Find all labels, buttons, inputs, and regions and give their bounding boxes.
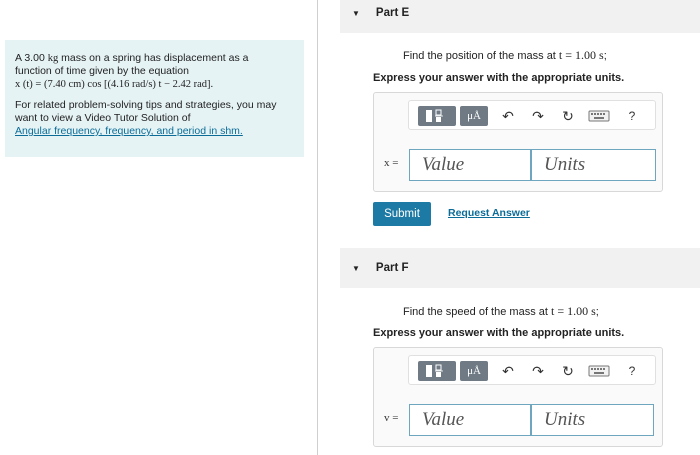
part-f-answer-box [373,347,663,447]
problem-text: A 3.00 [15,52,48,64]
reset-icon[interactable]: ↻ [562,362,574,379]
mass-unit: kg [47,53,59,64]
displacement-equation: x (t) = (7.40 cm) cos [(4.16 rad/s) t − 2.42 rad]. [15,79,214,90]
keyboard-icon[interactable] [585,361,613,381]
part-e-answer-box [373,92,663,192]
question-text: Find the speed of the mass at [403,306,551,318]
part-f-title: Part F [375,262,409,274]
submit-button[interactable]: Submit [373,202,431,226]
part-f-instruction: Express your answer with the appropriate units. [373,327,625,339]
part-f-header[interactable] [340,248,700,288]
part-e-header[interactable] [340,0,700,33]
collapse-triangle-icon[interactable]: ▼ [352,263,360,273]
part-f-toolbar [408,355,656,385]
position-variable-label: x = [384,157,399,169]
redo-icon[interactable]: ↷ [532,107,544,124]
panel-divider [317,0,318,455]
question-time: t = 1.00 s [558,48,604,62]
speed-value-input[interactable]: Value [409,404,531,436]
help-icon[interactable]: ? [628,109,636,123]
fraction-template-icon[interactable] [418,361,456,381]
speed-units-input[interactable]: Units [531,404,654,436]
tips-line-1: For related problem-solving tips and strategies, you may [15,99,277,111]
keyboard-icon[interactable] [585,106,613,126]
fraction-template-icon[interactable] [418,106,456,126]
tips-line-2: want to view a Video Tutor Solution of [15,112,191,124]
undo-icon[interactable]: ↶ [502,362,514,379]
video-tutor-link[interactable]: Angular frequency, frequency, and period in shm. [15,125,243,137]
part-e-instruction: Express your answer with the appropriate units. [373,72,625,84]
reset-icon[interactable]: ↻ [562,107,574,124]
part-e-toolbar [408,100,656,130]
speed-variable-label: v = [384,412,399,424]
units-icon[interactable]: μÅ [460,361,488,381]
question-punct: ; [603,50,607,62]
problem-statement [5,40,304,157]
question-text: Find the position of the mass at [403,50,559,62]
undo-icon[interactable]: ↶ [502,107,514,124]
position-value-input[interactable]: Value [409,149,531,181]
part-e-title: Part E [375,7,410,19]
collapse-triangle-icon[interactable]: ▼ [352,8,360,18]
help-icon[interactable]: ? [628,364,636,378]
problem-text: mass on a spring has displacement as a [58,52,249,64]
question-time: t = 1.00 s [550,304,596,318]
problem-line-1 [15,52,296,65]
request-answer-link[interactable]: Request Answer [448,207,530,219]
problem-line-2: function of time given by the equation [15,65,189,77]
question-punct: ; [595,306,599,318]
position-units-input[interactable]: Units [531,149,656,181]
units-icon[interactable]: μÅ [460,106,488,126]
redo-icon[interactable]: ↷ [532,362,544,379]
part-f-question [403,304,599,319]
part-e-question [403,48,607,63]
